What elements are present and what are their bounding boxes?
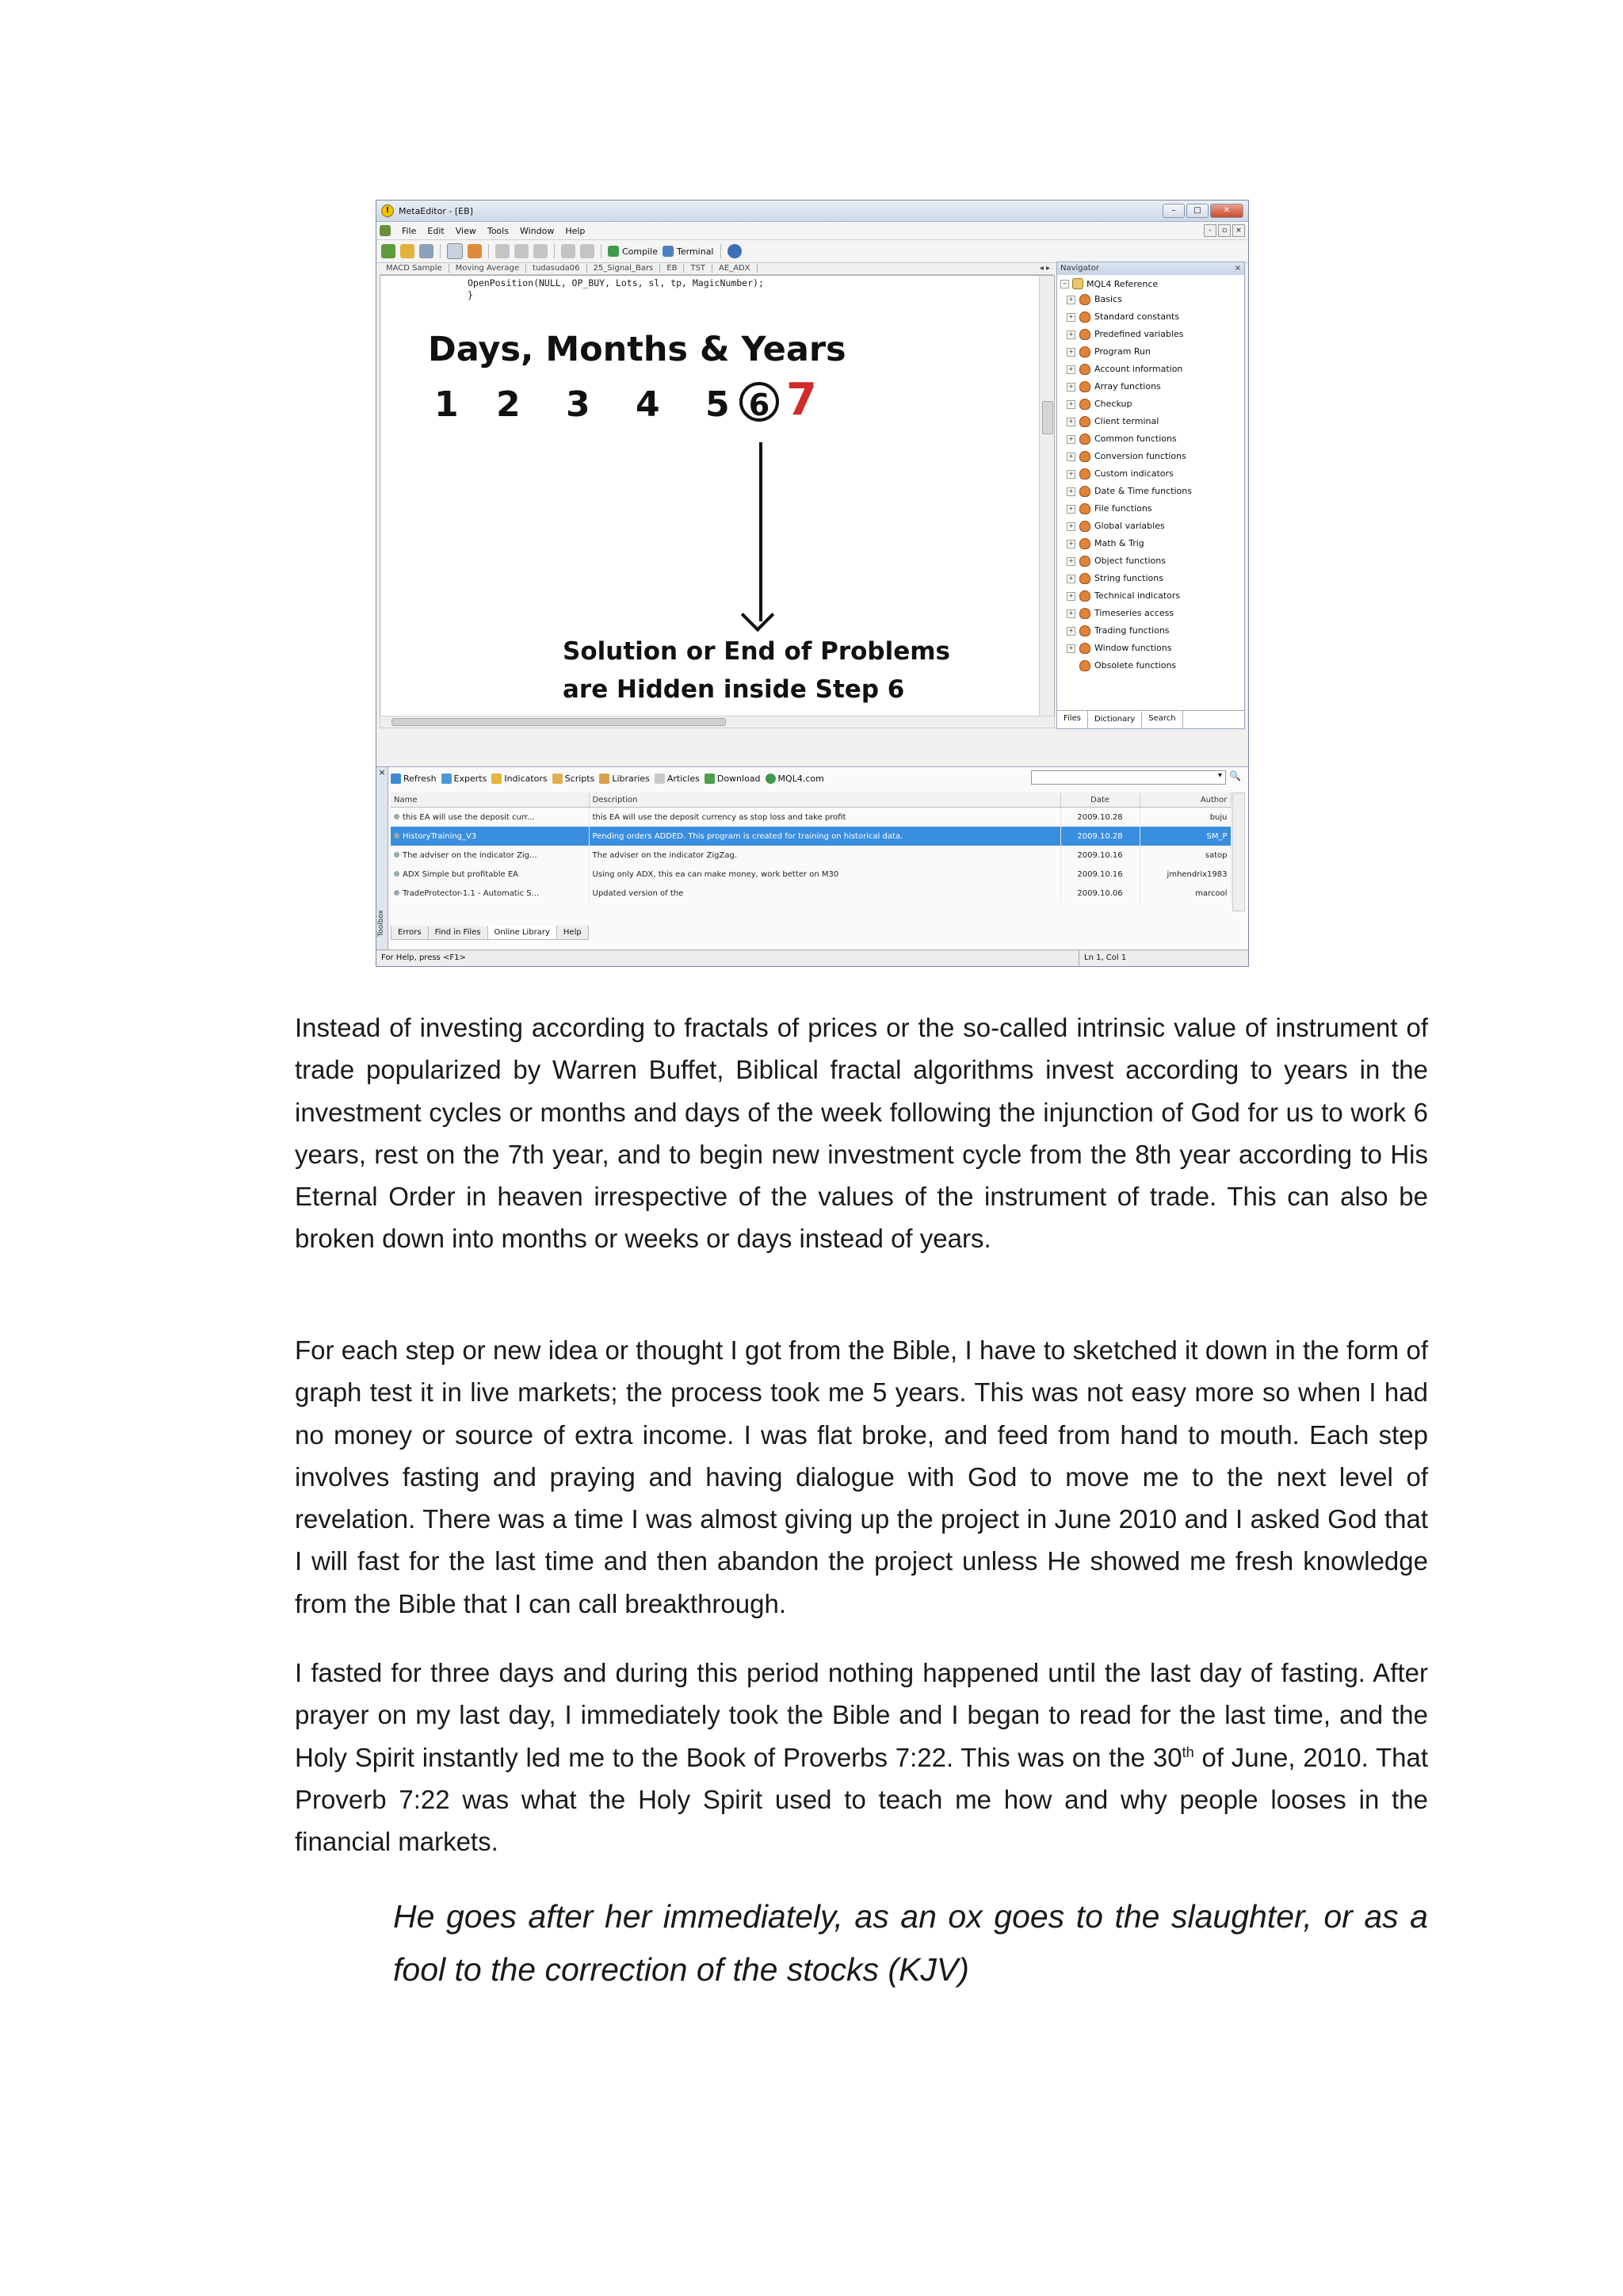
mdi-restore-button[interactable]: ▫ bbox=[1218, 224, 1231, 237]
table-cell bbox=[1140, 884, 1231, 903]
navigator-item-label: Program Run bbox=[1094, 346, 1151, 357]
navigator-tab-search[interactable]: Search bbox=[1142, 711, 1182, 728]
file-tab[interactable]: AE_ADX bbox=[712, 264, 758, 273]
libraries-button[interactable] bbox=[599, 774, 650, 784]
file-tab[interactable]: Moving Average bbox=[449, 264, 526, 273]
navigator-item[interactable] bbox=[1067, 343, 1244, 361]
table-cell bbox=[1140, 827, 1231, 846]
undo-icon[interactable] bbox=[561, 244, 575, 258]
expand-icon[interactable]: + bbox=[1067, 348, 1075, 357]
navigator-item[interactable] bbox=[1067, 465, 1244, 483]
book-icon bbox=[1079, 381, 1090, 392]
navigator-item[interactable] bbox=[1067, 361, 1244, 378]
step-digit: 5 bbox=[705, 384, 730, 425]
book-icon bbox=[1079, 573, 1090, 584]
table-cell bbox=[1140, 865, 1231, 884]
overlay-heading: Days, Months & Years bbox=[428, 330, 846, 369]
toolbox-button-label: Indicators bbox=[504, 773, 548, 784]
toolbox-panel bbox=[376, 766, 1248, 949]
table-cell-text: 2009.10.06 bbox=[1077, 888, 1123, 898]
paragraph-fasting-revelation bbox=[295, 1652, 1428, 1862]
document-icon bbox=[380, 225, 391, 236]
book-icon bbox=[1079, 329, 1090, 340]
step-digit-red: 7 bbox=[786, 374, 817, 426]
navigator-item[interactable] bbox=[1067, 570, 1244, 587]
table-cell-text: 2009.10.28 bbox=[1077, 812, 1123, 822]
paragraph-research-process: For each step or new idea or thought I got from the Bible, I have to sketched it down in the form of graph test it in live markets; the process took me 5 years. This was not easy more so when I had no money or source of extra income. I was flat broke, and feed from hand to mouth. Each step involves fasting and praying and having dialogue with God to move me to the next level of revelation. There was a time I was almost giving up the project in June 2010 and I asked God that I will fast for the last time and then abandon the project unless He showed me fresh knowledge from the Bible that I can call breakthrough. bbox=[295, 1335, 1428, 1618]
navigator-tree bbox=[1057, 291, 1244, 674]
metaeditor-app-icon: ! bbox=[381, 204, 394, 217]
book-icon bbox=[1079, 538, 1090, 549]
down-arrow-line bbox=[759, 442, 762, 621]
title-bar bbox=[376, 201, 1248, 222]
expand-icon[interactable]: + bbox=[1067, 592, 1075, 601]
toolbar-separator bbox=[720, 244, 721, 258]
expand-icon[interactable]: + bbox=[1067, 313, 1075, 322]
table-row[interactable] bbox=[391, 884, 1231, 903]
expand-icon[interactable]: + bbox=[1067, 296, 1075, 304]
navigator-item-label: Common functions bbox=[1094, 434, 1177, 444]
navigator-item[interactable] bbox=[1067, 552, 1244, 570]
navigator-item-label: Account information bbox=[1094, 364, 1183, 374]
table-cell bbox=[391, 884, 589, 903]
experts-icon bbox=[441, 774, 452, 784]
table-cell-text: Updated version of the bbox=[592, 888, 684, 898]
column-header-date[interactable]: Date bbox=[1060, 793, 1140, 808]
code-line: } bbox=[468, 289, 473, 300]
window-icon[interactable] bbox=[447, 243, 463, 259]
terminal-label: Terminal bbox=[677, 246, 714, 257]
navigator-item[interactable] bbox=[1067, 395, 1244, 413]
book-icon bbox=[1079, 399, 1090, 410]
file-tab[interactable]: 25_Signal_Bars bbox=[587, 264, 661, 273]
navigator-item-label: String functions bbox=[1094, 573, 1163, 583]
refresh-icon bbox=[391, 774, 401, 784]
table-cell bbox=[1060, 884, 1140, 903]
navigator-item-label: Technical indicators bbox=[1094, 590, 1181, 601]
table-cell-text: TradeProtector-1.1 - Automatic S... bbox=[403, 888, 540, 898]
expand-icon[interactable]: + bbox=[1067, 435, 1075, 444]
table-cell-text: buju bbox=[1209, 812, 1228, 822]
toolbox-button-label: MQL4.com bbox=[777, 773, 824, 784]
book-icon bbox=[1079, 590, 1090, 602]
navigator-item[interactable] bbox=[1067, 430, 1244, 448]
item-bullet-icon bbox=[394, 871, 399, 877]
menu-file[interactable]: File bbox=[402, 225, 417, 236]
book-icon bbox=[1079, 608, 1090, 619]
navigator-item[interactable] bbox=[1067, 483, 1244, 500]
toolbox-button-label: Articles bbox=[666, 773, 700, 784]
table-cell-text: 2009.10.28 bbox=[1077, 831, 1123, 841]
toolbox-tab-errors[interactable]: Errors bbox=[391, 926, 429, 940]
toolbar-separator bbox=[440, 244, 441, 258]
expand-icon[interactable]: + bbox=[1067, 557, 1075, 566]
expand-icon[interactable]: + bbox=[1067, 365, 1075, 374]
navigator-item[interactable] bbox=[1067, 378, 1244, 395]
book-icon bbox=[1079, 311, 1090, 323]
navigator-item-label: Client terminal bbox=[1094, 416, 1159, 426]
navigator-item[interactable] bbox=[1067, 448, 1244, 465]
navigator-item-label: Window functions bbox=[1094, 643, 1172, 653]
paste-icon[interactable] bbox=[533, 244, 548, 258]
navigator-item[interactable] bbox=[1067, 291, 1244, 308]
table-cell bbox=[1140, 808, 1231, 827]
folder-icon bbox=[1072, 278, 1083, 289]
step-digit: 4 bbox=[636, 384, 660, 425]
menu-edit[interactable]: Edit bbox=[427, 225, 445, 236]
expand-icon[interactable]: + bbox=[1067, 383, 1075, 392]
table-cell bbox=[1060, 865, 1140, 884]
save-icon[interactable] bbox=[419, 244, 433, 258]
maximize-button[interactable]: □ bbox=[1186, 204, 1209, 218]
toolbox-side-bar bbox=[376, 767, 388, 949]
compile-button[interactable] bbox=[608, 246, 658, 257]
code-line: OpenPosition(NULL, OP_BUY, Lots, sl, tp, MagicNumber); bbox=[468, 277, 764, 288]
navigator-item[interactable] bbox=[1067, 518, 1244, 535]
main-toolbar bbox=[376, 240, 1248, 263]
indicators-button[interactable] bbox=[491, 774, 547, 784]
book-icon bbox=[1079, 294, 1090, 305]
book-icon bbox=[1079, 643, 1090, 654]
table-row[interactable] bbox=[391, 827, 1231, 846]
book-icon bbox=[1079, 486, 1090, 497]
scripts-button[interactable] bbox=[552, 774, 595, 784]
tab-scroll-arrows[interactable]: ◂ ▸ bbox=[1039, 263, 1050, 273]
articles-icon bbox=[655, 774, 665, 784]
new-file-icon[interactable] bbox=[381, 244, 395, 258]
table-cell bbox=[589, 884, 1060, 903]
book-icon bbox=[1079, 416, 1090, 427]
file-tab[interactable]: tudasuda06 bbox=[526, 264, 586, 273]
navigator-root-label: MQL4 Reference bbox=[1086, 278, 1159, 289]
step-digit: 3 bbox=[566, 384, 590, 425]
cut-icon[interactable] bbox=[495, 244, 510, 258]
table-cell bbox=[589, 808, 1060, 827]
step-digit-circled: 6 bbox=[739, 382, 779, 422]
navigator-item-label: Custom indicators bbox=[1094, 468, 1174, 479]
minimize-button[interactable]: – bbox=[1163, 204, 1185, 218]
navigator-tab-dictionary[interactable]: Dictionary bbox=[1088, 711, 1142, 728]
navigator-tabs bbox=[1057, 710, 1244, 728]
book-icon bbox=[1079, 521, 1090, 532]
item-bullet-icon bbox=[394, 852, 399, 858]
book-icon bbox=[1079, 434, 1090, 445]
table-cell-text: 2009.10.16 bbox=[1077, 869, 1123, 879]
navigator-item-label: Object functions bbox=[1094, 556, 1166, 566]
table-cell-text: this EA will use the deposit curr... bbox=[403, 812, 535, 822]
editor-horizontal-scrollbar[interactable] bbox=[380, 716, 1055, 728]
table-cell-text: marcool bbox=[1195, 888, 1228, 898]
table-cell bbox=[1140, 846, 1231, 865]
scripture-quote: He goes after her immediately, as an ox goes to the slaughter, or as a fool to the correction of the stocks (KJV) bbox=[393, 1898, 1428, 1988]
paragraph-fractal-algorithms: Instead of investing according to fractals of prices or the so-called intrinsic value of instrument of trade popularized by Warren Buffet, Biblical fractal algorithms invest according to years in the investment cycles or months and days of the week following the injunction of God for us to work 6 years, rest on the 7th year, and to begin new investment cycle from the 8th year according to His Eternal Order in heaven irrespective of the values of the instrument of trade. This can also be broken down into months or weeks or days instead of years. bbox=[295, 1013, 1428, 1254]
navigator-item-label: Checkup bbox=[1094, 399, 1132, 409]
help-globe-icon[interactable] bbox=[727, 244, 742, 258]
ordinal-suffix: th bbox=[1182, 1744, 1194, 1760]
open-folder-icon[interactable] bbox=[400, 244, 414, 258]
step-digit: 2 bbox=[496, 384, 521, 425]
navigator-item[interactable] bbox=[1067, 308, 1244, 326]
expand-icon[interactable]: + bbox=[1067, 627, 1075, 636]
navigator-item-label: Date & Time functions bbox=[1094, 486, 1192, 496]
step-digit: 1 bbox=[434, 384, 459, 425]
expand-icon[interactable]: + bbox=[1067, 522, 1075, 531]
toolbox-button-label: Experts bbox=[453, 773, 487, 784]
experts-button[interactable] bbox=[441, 774, 487, 784]
navigator-item-label: Basics bbox=[1094, 294, 1122, 304]
navigator-icon[interactable] bbox=[468, 244, 482, 258]
library-vertical-scrollbar[interactable] bbox=[1232, 793, 1245, 911]
mdi-close-button[interactable]: × bbox=[1232, 224, 1245, 237]
book-icon bbox=[1079, 346, 1090, 357]
close-icon[interactable]: × bbox=[1234, 264, 1241, 273]
navigator-root[interactable] bbox=[1057, 278, 1244, 289]
mql4-com-button[interactable] bbox=[766, 774, 824, 784]
column-header-name[interactable]: Name bbox=[391, 793, 589, 808]
table-header-row bbox=[391, 793, 1231, 808]
column-header-description[interactable]: Description bbox=[589, 793, 1060, 808]
navigator-item[interactable] bbox=[1067, 326, 1244, 343]
articles-button[interactable] bbox=[655, 774, 700, 784]
navigator-item-label: Array functions bbox=[1094, 381, 1161, 392]
window-title: MetaEditor - [EB] bbox=[399, 205, 473, 216]
mdi-controls bbox=[1204, 224, 1245, 237]
toolbar-separator bbox=[554, 244, 555, 258]
expand-icon[interactable]: + bbox=[1067, 400, 1075, 409]
code-text bbox=[468, 277, 764, 301]
scrollbar-thumb[interactable] bbox=[1042, 401, 1053, 434]
toolbox-toolbar bbox=[391, 770, 824, 787]
toolbox-button-label: Scripts bbox=[564, 773, 595, 784]
toolbox-side-label: Toolbox bbox=[377, 910, 385, 937]
table-cell-text: The adviser on the indicator Zig... bbox=[403, 850, 537, 860]
book-icon bbox=[1079, 468, 1090, 479]
navigator-panel bbox=[1056, 262, 1245, 729]
table-cell bbox=[391, 846, 589, 865]
book-icon bbox=[1079, 503, 1090, 514]
expand-icon[interactable]: + bbox=[1067, 540, 1075, 548]
search-icon[interactable]: 🔍 bbox=[1229, 770, 1241, 781]
close-icon[interactable]: × bbox=[378, 767, 386, 777]
navigator-item[interactable] bbox=[1067, 587, 1244, 605]
toolbox-tabs bbox=[391, 926, 588, 940]
navigator-item-label: Trading functions bbox=[1094, 625, 1170, 636]
file-tabs bbox=[380, 262, 1053, 275]
toolbox-button-label: Libraries bbox=[612, 773, 650, 784]
table-cell bbox=[1060, 827, 1140, 846]
table-cell bbox=[1060, 808, 1140, 827]
terminal-button[interactable] bbox=[663, 246, 714, 257]
table-cell bbox=[589, 827, 1060, 846]
compile-label: Compile bbox=[622, 246, 658, 257]
refresh-button[interactable] bbox=[391, 774, 437, 784]
online-library-table bbox=[391, 793, 1232, 903]
navigator-header bbox=[1057, 262, 1244, 275]
book-icon bbox=[1079, 625, 1090, 636]
expand-icon[interactable]: + bbox=[1067, 470, 1075, 479]
navigator-item[interactable] bbox=[1067, 622, 1244, 640]
table-cell-text: Using only ADX, this ea can make money, work better on M30 bbox=[592, 869, 839, 879]
toolbox-tab-help[interactable]: Help bbox=[556, 926, 589, 940]
expand-icon[interactable]: + bbox=[1067, 609, 1075, 618]
file-tab[interactable]: MACD Sample bbox=[380, 264, 449, 273]
scrollbar-thumb[interactable] bbox=[391, 718, 726, 726]
expand-icon[interactable]: + bbox=[1067, 487, 1075, 496]
menu-tools[interactable]: Tools bbox=[487, 225, 509, 236]
redo-icon[interactable] bbox=[580, 244, 594, 258]
mdi-minimize-button[interactable]: - bbox=[1204, 224, 1216, 237]
table-cell-text: jmhendrix1983 bbox=[1167, 869, 1228, 879]
column-header-author[interactable]: Author bbox=[1140, 793, 1231, 808]
toolbox-search-input[interactable]: ▾ bbox=[1031, 770, 1226, 785]
libraries-icon bbox=[599, 774, 609, 784]
table-cell-text: 2009.10.16 bbox=[1077, 850, 1123, 860]
collapse-icon[interactable]: − bbox=[1060, 280, 1069, 288]
book-icon bbox=[1079, 451, 1090, 462]
expand-icon[interactable]: + bbox=[1067, 453, 1075, 461]
toolbox-tab-online-library[interactable]: Online Library bbox=[487, 926, 557, 940]
toolbox-button-label: Refresh bbox=[403, 773, 437, 784]
table-cell bbox=[1060, 846, 1140, 865]
paragraph-text: I fasted for three days and during this period nothing happened until the last day of fasting. After prayer on my last day, I immediately took the Bible and I began to read for the last time, and the Holy Spirit instantly led me to the Book of Proverbs 7:22. This was on the 30 bbox=[295, 1658, 1428, 1772]
table-cell-text: satop bbox=[1205, 850, 1228, 860]
toolbox-tab-find-in-files[interactable]: Find in Files bbox=[428, 926, 488, 940]
table-row[interactable] bbox=[391, 808, 1231, 827]
table-cell-text: Pending orders ADDED. This program is created for training on historical data. bbox=[592, 831, 903, 841]
navigator-item-label: Global variables bbox=[1094, 521, 1165, 531]
down-arrow-head-icon bbox=[741, 598, 774, 632]
copy-icon[interactable] bbox=[514, 244, 529, 258]
solution-note-line: Solution or End of Problems bbox=[563, 637, 951, 666]
expand-icon[interactable]: + bbox=[1067, 418, 1075, 426]
expand-icon[interactable]: + bbox=[1067, 644, 1075, 653]
globe-icon bbox=[766, 774, 776, 784]
book-icon bbox=[1079, 660, 1090, 671]
table-row[interactable] bbox=[391, 865, 1231, 884]
download-icon bbox=[705, 774, 715, 784]
navigator-item-label: Timeseries access bbox=[1094, 608, 1174, 618]
table-cell bbox=[589, 846, 1060, 865]
navigator-item-label: Conversion functions bbox=[1094, 451, 1186, 461]
table-cell-text: this EA will use the deposit currency as stop loss and take profit bbox=[592, 812, 846, 822]
menu-window[interactable]: Window bbox=[519, 225, 555, 236]
navigator-item[interactable] bbox=[1067, 657, 1244, 674]
table-cell bbox=[391, 865, 589, 884]
editor-vertical-scrollbar[interactable] bbox=[1039, 276, 1054, 716]
paragraph-text: of June, 2010. That Proverb 7:22 was what the Holy Spirit used to teach me how and why people looses in the financial markets. bbox=[295, 1742, 1428, 1857]
window-controls bbox=[1163, 204, 1243, 218]
table-cell-text: SM_P bbox=[1206, 831, 1228, 841]
book-icon bbox=[1079, 556, 1090, 567]
file-tab[interactable]: TST bbox=[684, 264, 712, 273]
close-button[interactable]: ✕ bbox=[1210, 204, 1243, 218]
toolbar-separator bbox=[488, 244, 489, 258]
navigator-item[interactable] bbox=[1067, 605, 1244, 622]
code-editor[interactable] bbox=[380, 275, 1055, 716]
table-cell-text: ADX Simple but profitable EA bbox=[403, 869, 519, 879]
table-row[interactable] bbox=[391, 846, 1231, 865]
navigator-item[interactable] bbox=[1067, 640, 1244, 657]
solution-note bbox=[563, 632, 950, 709]
download-button[interactable] bbox=[705, 774, 761, 784]
table-cell-text: The adviser on the indicator ZigZag. bbox=[592, 850, 738, 860]
expand-icon[interactable]: + bbox=[1067, 505, 1075, 514]
table-cell bbox=[391, 808, 589, 827]
indicators-icon bbox=[491, 774, 502, 784]
navigator-item-label: Predefined variables bbox=[1094, 329, 1184, 339]
menu-view[interactable]: View bbox=[455, 225, 476, 236]
file-tab-active[interactable]: EB bbox=[660, 264, 684, 273]
menu-bar bbox=[376, 222, 1248, 240]
toolbox-button-label: Download bbox=[716, 773, 761, 784]
scripts-icon bbox=[552, 774, 563, 784]
item-bullet-icon bbox=[394, 833, 399, 839]
compile-icon bbox=[608, 246, 619, 257]
metaeditor-screenshot bbox=[376, 200, 1249, 967]
navigator-item[interactable] bbox=[1067, 500, 1244, 518]
navigator-item[interactable] bbox=[1067, 535, 1244, 552]
table-cell-text: HistoryTraining_V3 bbox=[403, 831, 477, 841]
table-cell bbox=[391, 827, 589, 846]
item-bullet-icon bbox=[394, 890, 399, 896]
book-icon bbox=[1079, 364, 1090, 375]
status-bar bbox=[376, 949, 1248, 966]
status-help-text: For Help, press <F1> bbox=[381, 953, 466, 962]
navigator-item-label: Standard constants bbox=[1094, 311, 1180, 322]
expand-icon[interactable]: + bbox=[1067, 330, 1075, 339]
navigator-title: Navigator bbox=[1060, 264, 1099, 273]
navigator-item-label: Obsolete functions bbox=[1094, 660, 1177, 670]
navigator-item-label: Math & Trig bbox=[1094, 538, 1144, 548]
expand-icon[interactable]: + bbox=[1067, 575, 1075, 583]
item-bullet-icon bbox=[394, 814, 399, 819]
navigator-item-label: File functions bbox=[1094, 503, 1152, 514]
navigator-tab-files[interactable]: Files bbox=[1057, 711, 1088, 728]
solution-note-line: are Hidden inside Step 6 bbox=[563, 675, 905, 704]
terminal-icon bbox=[663, 246, 674, 257]
status-cursor-position: Ln 1, Col 1 bbox=[1079, 950, 1126, 966]
menu-help[interactable]: Help bbox=[565, 225, 586, 236]
table-cell bbox=[589, 865, 1060, 884]
navigator-item[interactable] bbox=[1067, 413, 1244, 430]
